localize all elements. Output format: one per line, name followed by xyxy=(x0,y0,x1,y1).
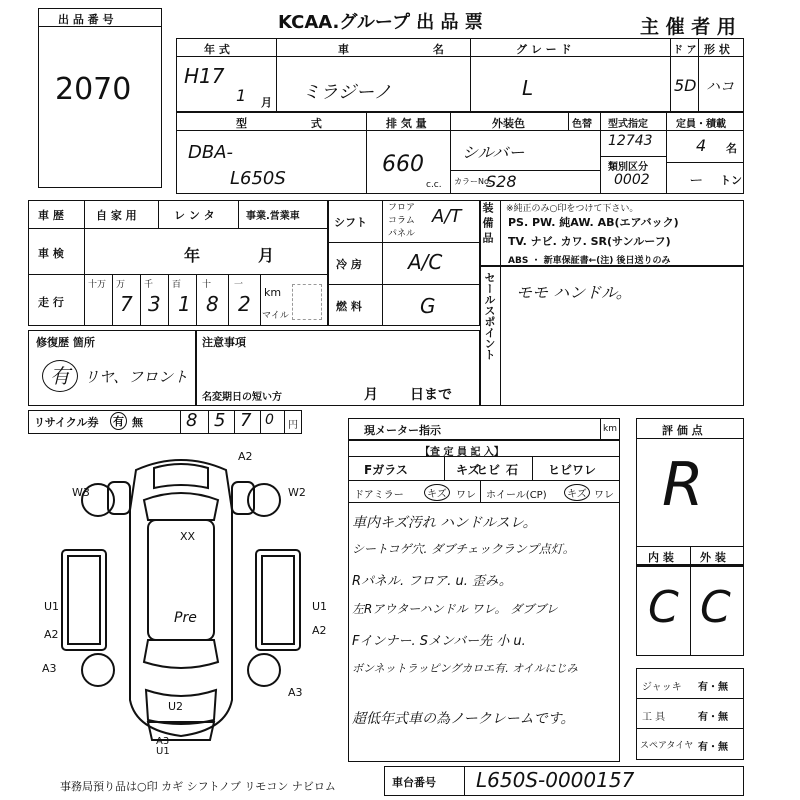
office-note: 事務局預り品は○印 カギ シフトノブ リモコン ナビロム xyxy=(60,780,336,793)
recycle-digit-1: 5 xyxy=(214,410,226,431)
remark-6: 超低年式車の為ノークレームです。 xyxy=(352,711,575,727)
digit-unit-1: 万 xyxy=(116,280,126,290)
tool-1-value: 有・無 xyxy=(698,712,728,723)
mark-a2-top: A2 xyxy=(238,450,253,463)
notes-label: 注意事項 xyxy=(202,336,246,349)
history-opt3: 事業.営業車 xyxy=(246,211,300,222)
tool-2-label: スペアタイヤ xyxy=(640,741,694,751)
unit-km: km xyxy=(264,286,282,299)
exterior-label: 外 装 xyxy=(700,551,726,564)
shape-label: 形 状 xyxy=(704,43,730,56)
mark-u2: U2 xyxy=(168,700,184,713)
digit-unit-4: 十 xyxy=(202,280,212,290)
digit-5: 2 xyxy=(238,292,251,316)
glass-kizu: キズ xyxy=(456,463,480,477)
recycle-yes: 有 xyxy=(110,412,127,430)
mark-u1-right: U1 xyxy=(312,600,328,613)
chassis-label: 車台番号 xyxy=(392,776,436,789)
mark-w3: W3 xyxy=(72,486,90,499)
interior-label: 内 装 xyxy=(648,551,674,564)
digit-unit-3: 百 xyxy=(172,280,182,290)
month-value: 1 xyxy=(236,86,247,105)
class-value: 0002 xyxy=(614,172,650,188)
load-value: ー xyxy=(688,173,702,189)
recycle-label: リサイクル券 xyxy=(34,416,99,429)
meter-unit: km xyxy=(603,424,617,434)
repair-circle: 有 xyxy=(42,360,78,392)
mark-a3-bottom: A3 xyxy=(156,736,170,747)
disp-label: 排 気 量 xyxy=(386,117,427,130)
mark-u1-bottom: U1 xyxy=(156,746,170,757)
rename-day: 日まで xyxy=(410,387,452,403)
remark-5: ボンネットラッピングカロエ有. オイルにじみ xyxy=(352,662,578,675)
spec-value: 12743 xyxy=(608,133,653,149)
mark-a3-right: A3 xyxy=(288,686,303,699)
colorcode-label: 色替 xyxy=(572,119,592,130)
mark-a3-left: A3 xyxy=(42,662,57,675)
equip-label: 装 備 品 xyxy=(481,202,494,243)
glass-hibi: ヒビ xyxy=(476,463,501,477)
shape-value: ハコ xyxy=(706,79,734,95)
disp-value: 660 xyxy=(382,152,424,177)
shift-floor: フロア xyxy=(388,203,416,213)
mirror-ware: ワレ xyxy=(456,490,476,501)
ac-label: 冷 房 xyxy=(336,258,362,271)
tool-2-value: 有・無 xyxy=(698,742,728,753)
rename-month: 月 xyxy=(364,387,378,403)
wheel-label: ホイール(CP) xyxy=(486,490,547,501)
digit-2: 3 xyxy=(148,292,161,316)
fuel-value: G xyxy=(420,294,436,318)
history-opt1: 自 家 用 xyxy=(96,209,137,222)
lot-label: 出 品 番 号 xyxy=(58,13,114,26)
glass-f-label: Fガラス xyxy=(364,463,408,477)
mileage-label: 走 行 xyxy=(38,296,64,309)
recycle-digit-2: 7 xyxy=(240,410,252,431)
rename-label: 名変期日の短い方 xyxy=(202,392,282,403)
glass-hibiware: ヒビワレ xyxy=(548,463,597,477)
car-value: ミラジーノ xyxy=(302,82,392,103)
repair-text: リヤ、フロント xyxy=(84,368,189,386)
month-unit: 月 xyxy=(261,96,272,109)
mirror-kizu: キズ xyxy=(424,484,450,501)
capacity-unit: 名 xyxy=(726,142,737,155)
class-label: 類別区分 xyxy=(608,162,648,173)
load-unit: トン xyxy=(720,174,742,187)
model-label: 型 式 xyxy=(236,117,352,130)
year-value: H17 xyxy=(184,64,225,88)
mark-w2: W2 xyxy=(288,486,306,499)
year-label: 年 式 xyxy=(204,43,230,56)
recycle-digit-3: 0 xyxy=(265,412,274,428)
shaken-year: 年 xyxy=(184,246,201,265)
interior-value: C xyxy=(648,582,679,633)
mark-a2-right: A2 xyxy=(312,624,327,637)
door-label: ド ア xyxy=(673,45,697,56)
shift-value: A/T xyxy=(432,206,462,227)
rating-value: R xyxy=(662,450,704,520)
tool-0-value: 有・無 xyxy=(698,682,728,693)
remark-2: Rパネル. フロア. u. 歪み。 xyxy=(352,574,512,589)
digit-4: 8 xyxy=(206,292,219,316)
recycle-no: 無 xyxy=(132,416,143,429)
history-opt2: レ ン タ xyxy=(174,209,215,222)
sheet-title: KCAA.グループ 出 品 票 xyxy=(278,12,483,33)
remark-4: Fインナー. Sメンバー先 小 u. xyxy=(352,634,526,649)
shaken-month: 月 xyxy=(258,246,275,265)
rating-label: 評 価 点 xyxy=(662,424,703,437)
mark-pre: Pre xyxy=(174,610,197,626)
salespoint-value: モモ ハンドル。 xyxy=(516,283,632,302)
remark-0: 車内キズ汚れ ハンドルスレ。 xyxy=(352,515,537,531)
ac-value: A/C xyxy=(408,250,443,274)
equip-line2: TV. ナビ. カワ. SR(サンルーフ) xyxy=(508,235,671,248)
color-value: シルバー xyxy=(462,143,525,162)
door-value: 5D xyxy=(674,76,697,95)
model-value-1: DBA- xyxy=(188,142,234,163)
tool-1-label: 工 具 xyxy=(642,712,666,723)
wheel-kizu: キズ xyxy=(564,484,590,501)
capacity-label: 定員・積載 xyxy=(676,119,726,130)
meter-label: 現メーター指示 xyxy=(364,424,441,437)
grade-label: グ レ ー ド xyxy=(516,43,572,56)
shift-label: シフト xyxy=(334,216,367,229)
history-label: 車 歴 xyxy=(38,209,64,222)
wheel-ware: ワレ xyxy=(594,490,614,501)
fuel-label: 燃 料 xyxy=(336,300,362,313)
remark-1: シートコゲ穴. ダブチェックランプ点灯。 xyxy=(352,542,575,556)
recycle-digit-0: 8 xyxy=(186,410,198,431)
recycle-unit: 円 xyxy=(288,420,298,431)
mark-xx: XX xyxy=(180,530,196,543)
digit-3: 1 xyxy=(178,292,191,316)
color-label: 外装色 xyxy=(492,117,525,130)
tool-0-label: ジャッキ xyxy=(642,682,682,693)
sheet-role: 主 催 者 用 xyxy=(640,16,736,38)
digit-1: 7 xyxy=(120,292,133,316)
colorno-label: カラーNo. xyxy=(454,177,492,186)
equip-line3: ABS ・ 新車保証書←(注) 後日送りのみ xyxy=(508,256,671,266)
mark-a2-left: A2 xyxy=(44,628,59,641)
inspect-label: 【査 定 員 記 入】 xyxy=(420,447,504,458)
equip-note: ※純正のみ○印をつけて下さい。 xyxy=(506,204,639,214)
shift-panel: パネル xyxy=(388,229,416,239)
shift-column: コラム xyxy=(388,216,415,226)
disp-unit: c.c. xyxy=(426,180,442,190)
remark-3: 左Rアウターハンドル ワレ。 ダブブレ xyxy=(352,602,558,616)
shaken-label: 車 検 xyxy=(38,247,64,260)
equip-line1: PS. PW. 純AW. AB(エアバック) xyxy=(508,216,679,229)
mirror-label: ドアミラー xyxy=(354,490,404,501)
colorno-value: S28 xyxy=(486,172,517,191)
chassis-value: L650S-0000157 xyxy=(476,768,635,792)
lot-number: 2070 xyxy=(55,72,132,107)
repair-label: 修復歴 箇所 xyxy=(36,336,95,349)
model-value-2: L650S xyxy=(230,168,286,189)
salespoint-label: セールスポイント xyxy=(483,272,496,360)
digit-unit-5: 一 xyxy=(234,280,244,290)
glass-ishi: 石 xyxy=(506,463,519,477)
exterior-value: C xyxy=(700,582,731,633)
digit-unit-2: 千 xyxy=(144,280,154,290)
car-label: 車 名 xyxy=(338,43,484,56)
unit-mile: マイル xyxy=(262,311,289,321)
mark-u1-left: U1 xyxy=(44,600,60,613)
spec-label: 型式指定 xyxy=(608,119,648,130)
mileage-check-box xyxy=(292,284,322,320)
grade-value: L xyxy=(522,76,534,100)
digit-unit-0: 十万 xyxy=(88,280,107,290)
capacity-value: 4 xyxy=(696,136,707,155)
